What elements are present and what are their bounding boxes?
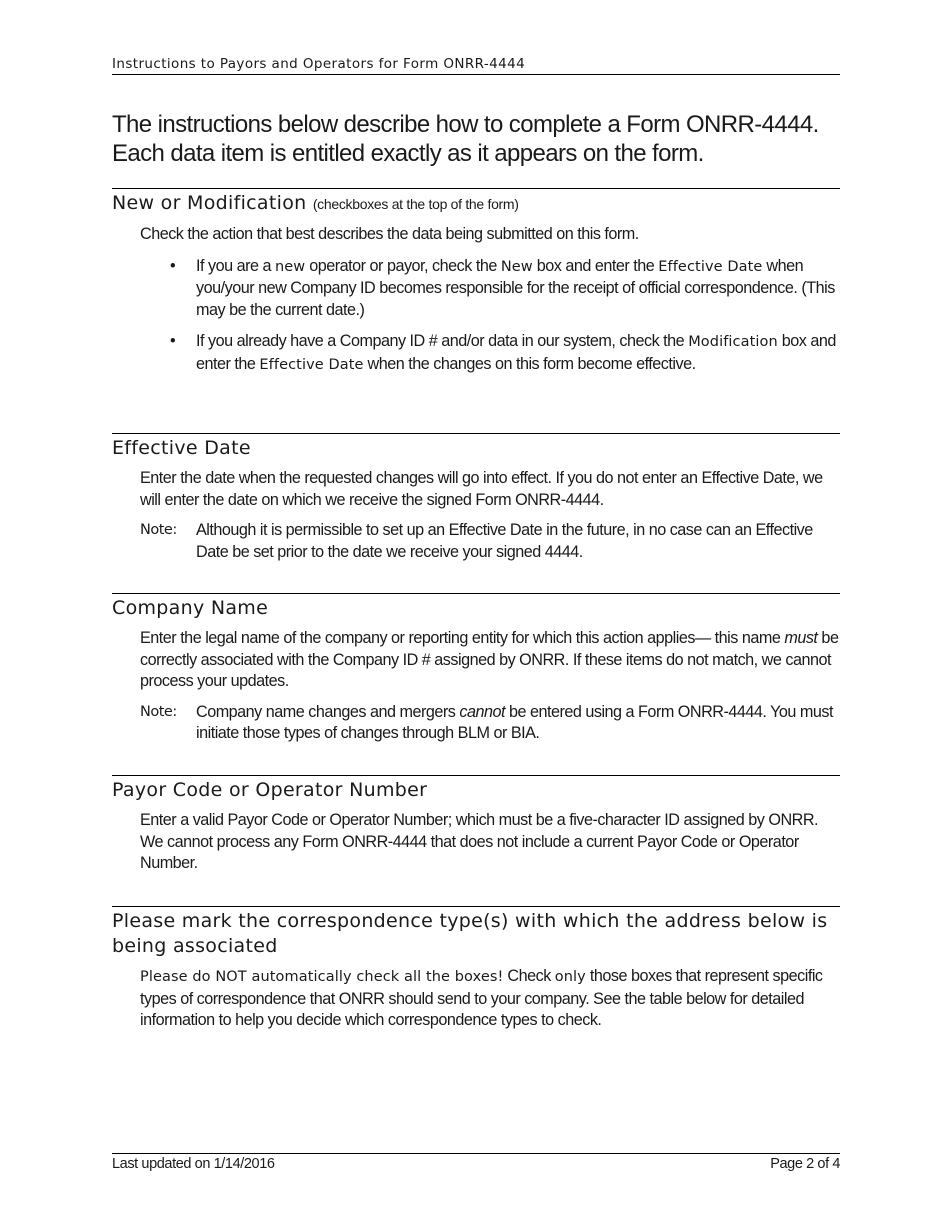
section-lead: Check the action that best describes the data being submitted on this form. — [140, 225, 639, 243]
section-title — [112, 191, 840, 217]
intro-line-1: The instructions below describe how to complete a Form ONRR-4444. — [112, 111, 819, 138]
section-payor-code — [112, 775, 840, 875]
section-title: Company Name — [112, 597, 269, 619]
last-updated: Last updated on 1/14/2016 — [112, 1156, 275, 1172]
bullet-dot: • — [170, 256, 176, 275]
intro-line-2: Each data item is entitled exactly as it appears on the form. — [112, 140, 704, 167]
section-new-or-modification — [112, 188, 840, 386]
note — [140, 520, 840, 563]
intro-text — [112, 110, 840, 168]
section-body: Enter a valid Payor Code or Operator Number; which must be a five-character ID assigned by ONRR. We cannot process any Form ONRR-4444 that does not include a current Payor Code or Operator Number. — [140, 811, 819, 872]
note-label: Note: — [140, 522, 177, 538]
bullet-new: • If you are a new operator or payor, check the New box and enter the Effective Date when you/your new Company ID becomes responsible for the receipt of official correspondence. (This may be the current date.) — [170, 256, 835, 319]
section-subtitle: (checkboxes at the top of the form) — [312, 196, 519, 212]
section-body: Please do NOT automatically check all the boxes! Check only those boxes that represent specific types of correspondence that ONRR should send to your company. See the table below for detailed information to help you decide which correspondence types to check. — [140, 967, 823, 1029]
note-label: Note: — [140, 703, 177, 720]
section-body: Enter the legal name of the company or reporting entity for which this action applies— this name must be correctly associated with the Company ID # assigned by ONRR. If these items do not match, we cannot process your updates. — [140, 629, 839, 690]
note-text: Company name changes and mergers cannot be entered using a Form ONRR-4444. You must initiate those types of changes through BLM or BIA. — [196, 702, 833, 742]
section-title: Please mark the correspondence type(s) with which the address below is being associated — [112, 910, 828, 957]
section-title: Effective Date — [112, 437, 251, 459]
bullet-modification: • If you already have a Company ID # and/or data in our system, check the Modification box and enter the Effective Date when the changes on this form become effective. — [170, 332, 836, 373]
bullet-dot: • — [170, 332, 176, 350]
section-company-name — [112, 593, 840, 745]
section-title: Payor Code or Operator Number — [112, 779, 428, 801]
section-title-text: New or Modification — [112, 192, 307, 214]
section-correspondence-types — [112, 906, 840, 1032]
page-number: Page 2 of 4 — [770, 1156, 840, 1172]
running-header: Instructions to Payors and Operators for Form ONRR-4444 — [112, 56, 840, 75]
page-footer — [112, 1153, 840, 1172]
section-body: Enter the date when the requested changes will go into effect. If you do not enter an Effective Date, we will enter the date on which we receive the signed Form ONRR-4444. — [140, 469, 823, 509]
note — [140, 702, 840, 745]
note-text: Although it is permissible to set up an Effective Date in the future, in no case can an Effective Date be set prior to the date we receive your signed 4444. — [196, 521, 813, 561]
section-effective-date — [112, 433, 840, 563]
